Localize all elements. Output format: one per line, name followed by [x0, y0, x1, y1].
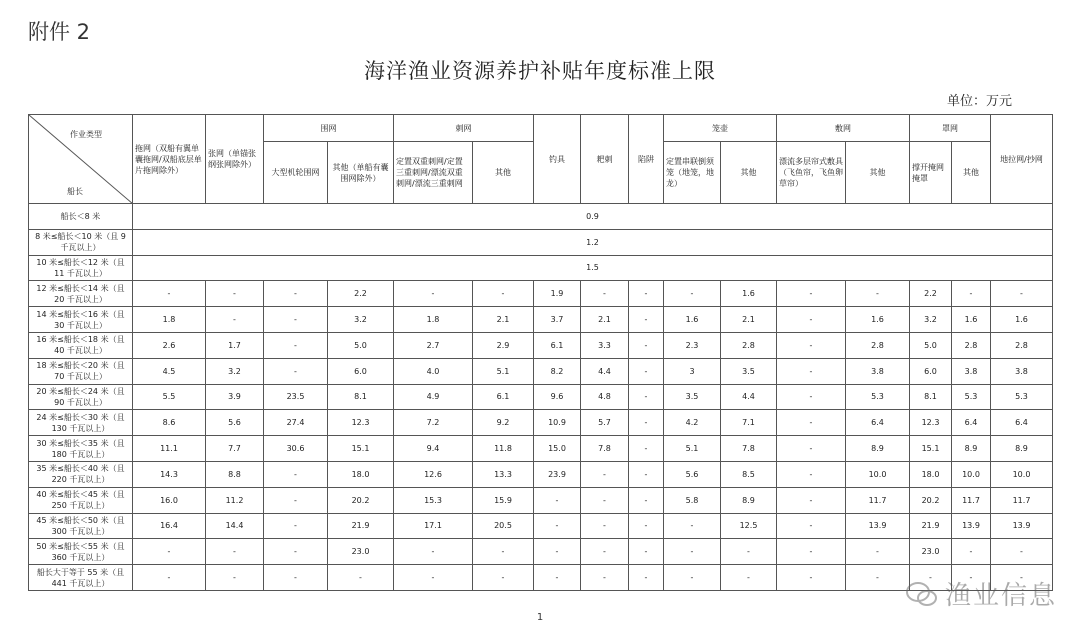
row-label: 16 米≤船长＜18 米（且 40 千瓦以上）	[29, 332, 133, 358]
unit-label: 单位：万元	[946, 94, 1012, 109]
value-cell: 8.2	[534, 358, 581, 384]
value-cell: -	[952, 565, 991, 591]
value-cell: 10.0	[991, 461, 1053, 487]
subsidy-standard-table	[28, 114, 1053, 591]
value-cell: 3.8	[846, 358, 910, 384]
value-cell: 4.0	[394, 358, 473, 384]
value-cell: 11.7	[846, 487, 910, 513]
value-cell: -	[534, 513, 581, 539]
value-cell: 30.6	[264, 436, 328, 462]
value-cell: -	[952, 539, 991, 565]
value-cell: -	[629, 358, 664, 384]
header-pot: 笼壶	[664, 115, 777, 142]
value-cell: 15.0	[534, 436, 581, 462]
value-cell: -	[473, 539, 534, 565]
value-cell: 2.7	[394, 332, 473, 358]
header-cover-net: 罩网	[910, 115, 991, 142]
row-label: 18 米≤船长＜20 米（且 70 千瓦以上）	[29, 358, 133, 384]
value-cell: 8.9	[952, 436, 991, 462]
value-cell: -	[629, 539, 664, 565]
value-cell: -	[264, 281, 328, 307]
value-cell: -	[777, 436, 846, 462]
value-cell: -	[534, 487, 581, 513]
table-row	[29, 281, 1053, 307]
value-cell: -	[394, 539, 473, 565]
value-cell: 12.3	[328, 410, 394, 436]
value-cell: 1.7	[206, 332, 264, 358]
value-cell: 9.4	[394, 436, 473, 462]
row-label: 30 米≤船长＜35 米（且 180 千瓦以上）	[29, 436, 133, 462]
value-cell: 5.6	[206, 410, 264, 436]
value-cell: -	[206, 281, 264, 307]
value-cell: 18.0	[910, 461, 952, 487]
row-label: 船长大于等于 55 米（且 441 千瓦以上）	[29, 565, 133, 591]
value-cell: 18.0	[328, 461, 394, 487]
value-cell: -	[777, 487, 846, 513]
value-cell: -	[629, 281, 664, 307]
value-cell: -	[394, 565, 473, 591]
value-cell: -	[264, 539, 328, 565]
value-cell: 12.5	[721, 513, 777, 539]
value-cell: 16.0	[133, 487, 206, 513]
value-cell: 5.7	[581, 410, 629, 436]
header-cast-drift: 漂流多层帘式敷具（飞鱼帘，飞鱼卵草帘）	[777, 142, 846, 204]
value-cell: 5.3	[846, 384, 910, 410]
table-row	[29, 358, 1053, 384]
row-label: 8 米≤船长＜10 米（且 9 千瓦以上）	[29, 229, 133, 255]
value-cell: 21.9	[910, 513, 952, 539]
page-title: 海洋渔业资源养护补贴年度标准上限	[364, 59, 716, 83]
value-cell: 7.7	[206, 436, 264, 462]
value-cell: -	[991, 539, 1053, 565]
header-gill-fixed: 定置双重刺网/定置三重刺网/漂流双重刺网/漂流三重刺网	[394, 142, 473, 204]
value-cell: -	[629, 332, 664, 358]
value-cell: 4.2	[664, 410, 721, 436]
row-label: 14 米≤船长＜16 米（且 30 千瓦以上）	[29, 307, 133, 333]
table-row	[29, 513, 1053, 539]
value-cell: 3.2	[206, 358, 264, 384]
value-cell: -	[664, 565, 721, 591]
value-cell: -	[133, 565, 206, 591]
value-cell: 15.1	[328, 436, 394, 462]
value-cell: 2.9	[473, 332, 534, 358]
value-cell: 8.9	[991, 436, 1053, 462]
value-cell: 2.8	[721, 332, 777, 358]
value-cell: 8.5	[721, 461, 777, 487]
header-cover-other: 其他	[952, 142, 991, 204]
value-cell: 6.1	[473, 384, 534, 410]
value-cell: -	[581, 281, 629, 307]
value-cell: -	[581, 513, 629, 539]
value-cell: 8.9	[846, 436, 910, 462]
header-hook: 钓具	[534, 115, 581, 204]
value-cell: 5.1	[664, 436, 721, 462]
value-cell: -	[846, 281, 910, 307]
value-cell: 4.4	[581, 358, 629, 384]
value-cell: 11.7	[991, 487, 1053, 513]
value-cell: 16.4	[133, 513, 206, 539]
value-cell: 12.3	[910, 410, 952, 436]
header-trap: 陷阱	[629, 115, 664, 204]
header-cast-net: 敷网	[777, 115, 910, 142]
value-cell: 11.2	[206, 487, 264, 513]
value-cell: 20.2	[910, 487, 952, 513]
value-cell: -	[629, 487, 664, 513]
value-cell: 5.6	[664, 461, 721, 487]
value-cell: 9.6	[534, 384, 581, 410]
value-cell: -	[777, 513, 846, 539]
value-cell: -	[133, 539, 206, 565]
value-cell: -	[264, 332, 328, 358]
value-cell: -	[581, 565, 629, 591]
row-label: 45 米≤船长＜50 米（且 300 千瓦以上）	[29, 513, 133, 539]
value-cell: -	[473, 565, 534, 591]
value-cell: 5.0	[910, 332, 952, 358]
value-cell: 13.9	[991, 513, 1053, 539]
watermark	[905, 575, 1057, 612]
value-cell: 15.9	[473, 487, 534, 513]
value-cell: 23.0	[328, 539, 394, 565]
value-cell: -	[629, 565, 664, 591]
value-cell: 5.3	[991, 384, 1053, 410]
value-cell: 4.4	[721, 384, 777, 410]
value-cell: -	[777, 307, 846, 333]
value-cell: 15.1	[910, 436, 952, 462]
value-cell: -	[581, 461, 629, 487]
value-cell: -	[629, 307, 664, 333]
row-label: 50 米≤船长＜55 米（且 360 千瓦以上）	[29, 539, 133, 565]
value-cell: 4.5	[133, 358, 206, 384]
value-cell: 15.3	[394, 487, 473, 513]
value-cell: 20.2	[328, 487, 394, 513]
value-cell: 2.1	[473, 307, 534, 333]
attachment-label: 附件 2	[28, 20, 91, 44]
value-cell: 10.9	[534, 410, 581, 436]
value-cell: -	[777, 281, 846, 307]
value-cell: 8.1	[328, 384, 394, 410]
value-cell: 8.6	[133, 410, 206, 436]
value-cell: 9.2	[473, 410, 534, 436]
value-cell: -	[664, 513, 721, 539]
value-cell: -	[264, 487, 328, 513]
value-cell: 3.8	[952, 358, 991, 384]
value-cell: -	[952, 281, 991, 307]
value-cell: 3.9	[206, 384, 264, 410]
value-cell: 3.3	[581, 332, 629, 358]
value-cell: 2.8	[846, 332, 910, 358]
value-cell: 6.4	[952, 410, 991, 436]
value-cell: -	[534, 539, 581, 565]
value-cell: -	[664, 281, 721, 307]
value-cell: -	[328, 565, 394, 591]
value-cell: 2.6	[133, 332, 206, 358]
value-cell: 5.0	[328, 332, 394, 358]
value-cell: 2.1	[721, 307, 777, 333]
value-cell: -	[206, 307, 264, 333]
value-cell: 3.8	[991, 358, 1053, 384]
value-cell: 2.8	[991, 332, 1053, 358]
page-number: 1	[536, 612, 544, 623]
value-cell: 6.4	[846, 410, 910, 436]
value-cell: 27.4	[264, 410, 328, 436]
value-cell: -	[777, 384, 846, 410]
row-label: 船长＜8 米	[29, 204, 133, 230]
value-cell: -	[664, 539, 721, 565]
value-cell: -	[581, 539, 629, 565]
value-cell: -	[777, 332, 846, 358]
row-label: 10 米≤船长＜12 米（且 11 千瓦以上）	[29, 255, 133, 281]
value-cell: -	[206, 539, 264, 565]
value-cell: -	[581, 487, 629, 513]
merged-value-cell: 1.2	[133, 229, 1053, 255]
value-cell: 5.5	[133, 384, 206, 410]
value-cell: 3.2	[910, 307, 952, 333]
merged-value-cell: 1.5	[133, 255, 1053, 281]
value-cell: -	[846, 565, 910, 591]
row-label: 12 米≤船长＜14 米（且 20 千瓦以上）	[29, 281, 133, 307]
value-cell: 2.2	[328, 281, 394, 307]
header-pot-fixed: 定置串联倒须笼（地笼，地龙）	[664, 142, 721, 204]
wechat-icon	[905, 580, 939, 608]
table-row	[29, 204, 1053, 230]
value-cell: 3.5	[721, 358, 777, 384]
value-cell: -	[264, 358, 328, 384]
value-cell: 23.5	[264, 384, 328, 410]
header-harpoon: 耙刺	[581, 115, 629, 204]
value-cell: 14.3	[133, 461, 206, 487]
value-cell: -	[534, 565, 581, 591]
value-cell: -	[473, 281, 534, 307]
value-cell: -	[629, 384, 664, 410]
value-cell: 7.1	[721, 410, 777, 436]
value-cell: -	[991, 281, 1053, 307]
table-row	[29, 384, 1053, 410]
value-cell: 10.0	[846, 461, 910, 487]
value-cell: 3.5	[664, 384, 721, 410]
value-cell: 14.4	[206, 513, 264, 539]
table-row	[29, 565, 1053, 591]
value-cell: 3.2	[328, 307, 394, 333]
value-cell: 8.8	[206, 461, 264, 487]
table-row	[29, 539, 1053, 565]
value-cell: 1.6	[664, 307, 721, 333]
header-cover-open: 撑开掩网掩罩	[910, 142, 952, 204]
header-gill-other: 其他	[473, 142, 534, 204]
header-purse-seine: 围网	[264, 115, 394, 142]
value-cell: 6.0	[328, 358, 394, 384]
value-cell: 7.8	[581, 436, 629, 462]
value-cell: 4.9	[394, 384, 473, 410]
value-cell: 1.8	[133, 307, 206, 333]
value-cell: 8.9	[721, 487, 777, 513]
value-cell: 7.8	[721, 436, 777, 462]
value-cell: 2.2	[910, 281, 952, 307]
value-cell: -	[721, 565, 777, 591]
value-cell: -	[629, 410, 664, 436]
value-cell: -	[206, 565, 264, 591]
value-cell: 1.6	[846, 307, 910, 333]
header-pot-other: 其他	[721, 142, 777, 204]
value-cell: 4.8	[581, 384, 629, 410]
value-cell: -	[777, 358, 846, 384]
value-cell: -	[394, 281, 473, 307]
value-cell: 5.1	[473, 358, 534, 384]
header-operation-type: 作业类型	[70, 130, 102, 139]
value-cell: 1.6	[952, 307, 991, 333]
value-cell: 1.6	[721, 281, 777, 307]
value-cell: -	[777, 410, 846, 436]
value-cell: -	[777, 539, 846, 565]
value-cell: -	[777, 565, 846, 591]
value-cell: -	[264, 513, 328, 539]
value-cell: 2.8	[952, 332, 991, 358]
header-gillnet: 刺网	[394, 115, 534, 142]
value-cell: -	[777, 461, 846, 487]
value-cell: 5.8	[664, 487, 721, 513]
value-cell: 7.2	[394, 410, 473, 436]
value-cell: 23.9	[534, 461, 581, 487]
value-cell: -	[629, 461, 664, 487]
value-cell: 11.1	[133, 436, 206, 462]
watermark-text: 渔业信息	[945, 581, 1058, 611]
value-cell: -	[264, 307, 328, 333]
merged-value-cell: 0.9	[133, 204, 1053, 230]
value-cell: 1.9	[534, 281, 581, 307]
table-row	[29, 255, 1053, 281]
table-row	[29, 229, 1053, 255]
header-vessel-length: 船长	[67, 187, 83, 196]
row-label: 40 米≤船长＜45 米（且 250 千瓦以上）	[29, 487, 133, 513]
value-cell: 3	[664, 358, 721, 384]
value-cell: 13.3	[473, 461, 534, 487]
value-cell: 5.3	[952, 384, 991, 410]
header-beach-seine: 地拉网/抄网	[991, 115, 1053, 204]
value-cell: -	[264, 461, 328, 487]
value-cell: 8.1	[910, 384, 952, 410]
table-row	[29, 410, 1053, 436]
value-cell: 23.0	[910, 539, 952, 565]
table-row	[29, 461, 1053, 487]
table-row	[29, 487, 1053, 513]
value-cell: -	[846, 539, 910, 565]
value-cell: 6.4	[991, 410, 1053, 436]
value-cell: -	[629, 513, 664, 539]
value-cell: -	[264, 565, 328, 591]
value-cell: 1.8	[394, 307, 473, 333]
row-label: 24 米≤船长＜30 米（且 130 千瓦以上）	[29, 410, 133, 436]
value-cell: 1.6	[991, 307, 1053, 333]
value-cell: 11.7	[952, 487, 991, 513]
header-stow-net: 张网（单锚张纲张网除外）	[206, 115, 264, 204]
value-cell: -	[721, 539, 777, 565]
header-trawl: 拖网（双船有翼单囊拖网/双船底层单片拖网除外）	[133, 115, 206, 204]
table-row	[29, 436, 1053, 462]
table-row	[29, 332, 1053, 358]
value-cell: 2.3	[664, 332, 721, 358]
value-cell: 12.6	[394, 461, 473, 487]
value-cell: 11.8	[473, 436, 534, 462]
value-cell: 2.1	[581, 307, 629, 333]
header-purse-large: 大型机轮围网	[264, 142, 328, 204]
row-label: 35 米≤船长＜40 米（且 220 千瓦以上）	[29, 461, 133, 487]
value-cell: 13.9	[846, 513, 910, 539]
value-cell: 10.0	[952, 461, 991, 487]
value-cell: -	[133, 281, 206, 307]
value-cell: -	[910, 565, 952, 591]
value-cell: 6.1	[534, 332, 581, 358]
header-purse-other: 其他（单船有囊围网除外）	[328, 142, 394, 204]
value-cell: -	[629, 436, 664, 462]
row-label: 20 米≤船长＜24 米（且 90 千瓦以上）	[29, 384, 133, 410]
header-cast-other: 其他	[846, 142, 910, 204]
value-cell: 20.5	[473, 513, 534, 539]
table-row	[29, 307, 1053, 333]
value-cell: 17.1	[394, 513, 473, 539]
value-cell: 21.9	[328, 513, 394, 539]
value-cell: 3.7	[534, 307, 581, 333]
value-cell: 6.0	[910, 358, 952, 384]
value-cell: 13.9	[952, 513, 991, 539]
value-cell: -	[991, 565, 1053, 591]
header-corner-cell	[29, 115, 133, 204]
